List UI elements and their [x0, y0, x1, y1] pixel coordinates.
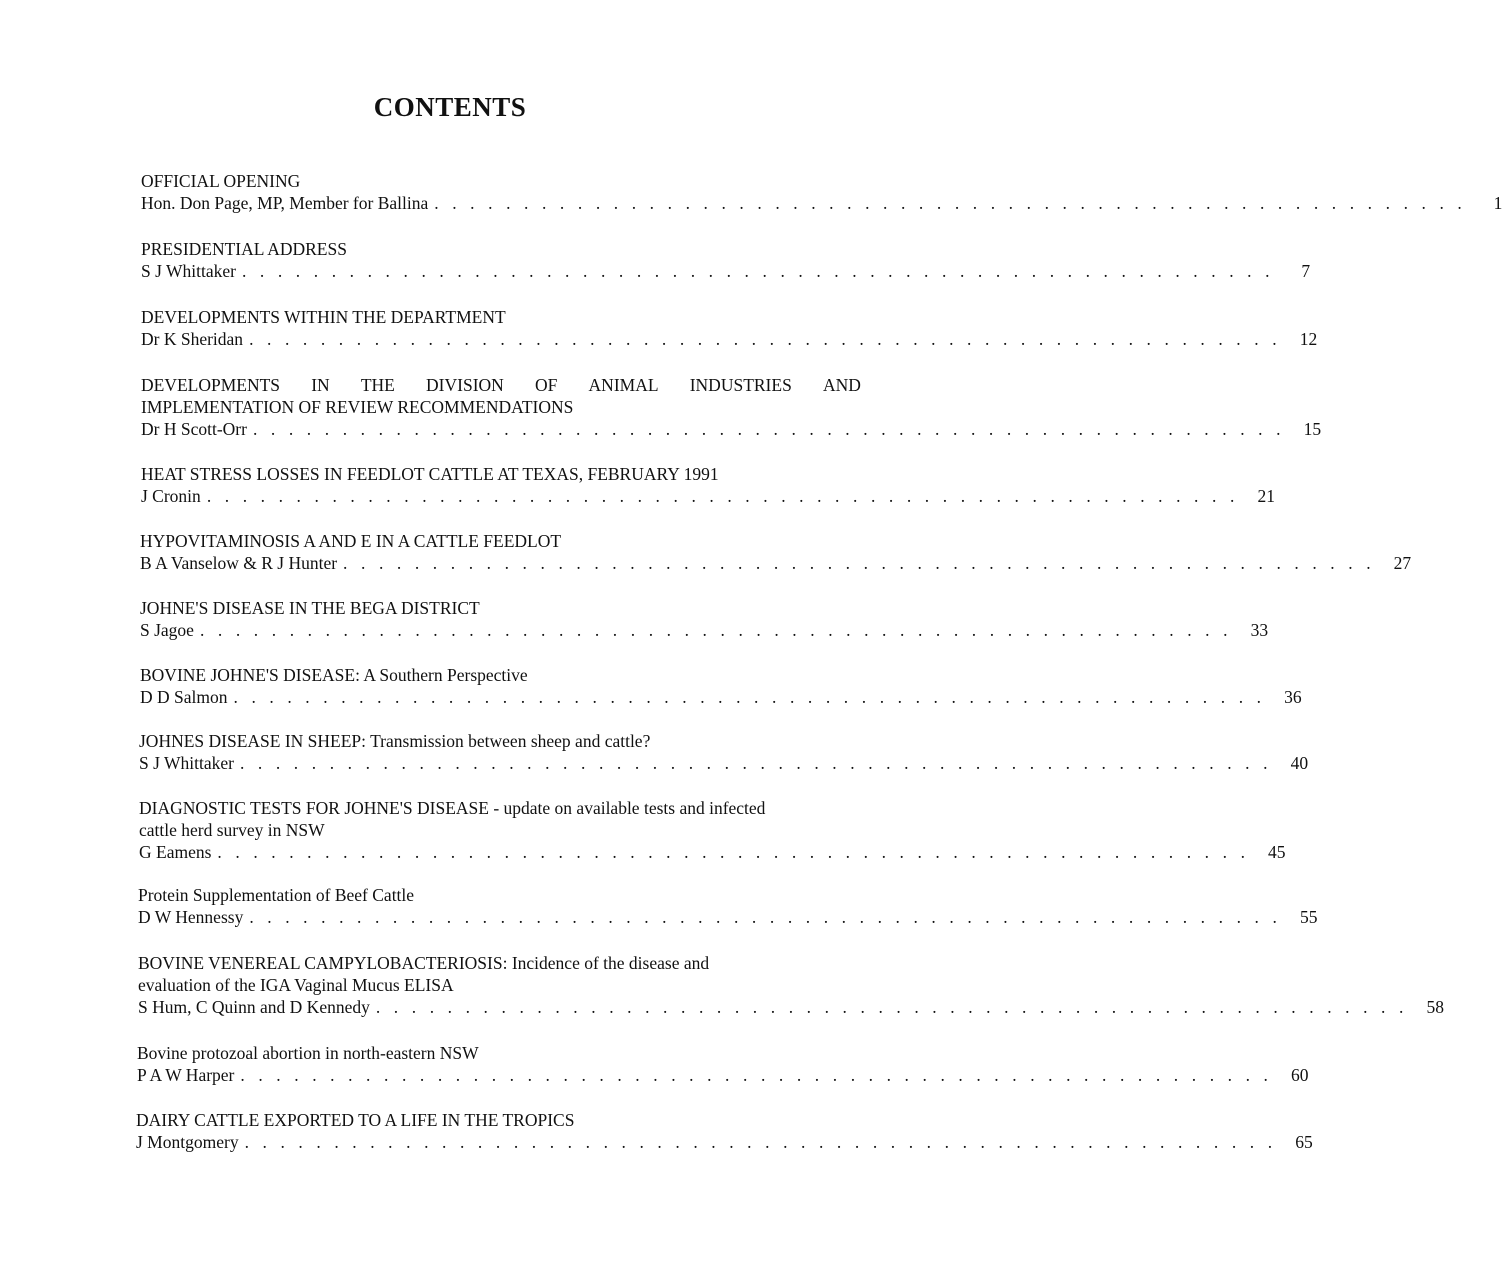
entry-author-line [139, 752, 1309, 774]
toc-entry [136, 1109, 1313, 1153]
leader-dots: . . . . . . . . . . . . . . . . . . . . . . . . . . . . . . . . . . . . . . . . . . . . . . . . . . . . . . . . . . [252, 419, 1286, 439]
entry-author: S Hum, C Quinn and D Kennedy [138, 997, 370, 1017]
entry-title-word: THE [360, 375, 395, 395]
entry-author-line [138, 906, 1318, 928]
entry-author-line [141, 418, 1322, 440]
entry-page-number: 33 [1250, 620, 1269, 640]
leader-dots: . . . . . . . . . . . . . . . . . . . . . . . . . . . . . . . . . . . . . . . . . . . . . . . . . . . . . . . . . . [241, 261, 1275, 281]
leader-dots: . . . . . . . . . . . . . . . . . . . . . . . . . . . . . . . . . . . . . . . . . . . . . . . . . . . . . . . . . . [239, 753, 1273, 773]
entry-author-line [140, 686, 1302, 708]
entry-page-number: 36 [1284, 687, 1302, 707]
leader-dots: . . . . . . . . . . . . . . . . . . . . . . . . . . . . . . . . . . . . . . . . . . . . . . . . . . . . . . . . . . [233, 687, 1266, 707]
toc-entry [140, 530, 1412, 574]
toc-entry [141, 238, 1311, 282]
entry-title: JOHNE'S DISEASE IN THE BEGA DISTRICT [140, 598, 480, 618]
entry-page-number: 45 [1268, 842, 1286, 862]
toc-entry [138, 884, 1318, 928]
entry-title: Bovine protozoal abortion in north-eastern NSW [137, 1043, 479, 1063]
toc-entry [140, 664, 1302, 708]
entry-author: D W Hennessy [138, 907, 244, 927]
entry-author-line [141, 485, 1275, 507]
entry-author: P A W Harper [137, 1065, 235, 1085]
entry-title-word: ANIMAL [588, 375, 659, 395]
leader-dots: . . . . . . . . . . . . . . . . . . . . . . . . . . . . . . . . . . . . . . . . . . . . . . . . . . . . . . . . . . [343, 553, 1376, 573]
entry-author: J Montgomery [136, 1132, 239, 1152]
entry-author-line [141, 260, 1311, 282]
entry-title-word: DIVISION [426, 375, 504, 395]
entry-title: HYPOVITAMINOSIS A AND E IN A CATTLE FEEDLOT [140, 531, 562, 551]
toc-entry [141, 306, 1318, 350]
entry-page-number: 65 [1295, 1132, 1313, 1152]
entry-author: B A Vanselow & R J Hunter [140, 553, 338, 573]
entry-author: S J Whittaker [139, 753, 234, 773]
entry-author: G Eamens [139, 842, 212, 862]
entry-title-word: OF [535, 375, 558, 395]
entry-author-line [138, 996, 1444, 1018]
entry-author: J Cronin [141, 486, 201, 506]
entry-title [141, 374, 861, 396]
entry-title-word: IN [311, 375, 330, 395]
entry-page-number: 21 [1257, 486, 1275, 506]
entry-page-number: 40 [1290, 753, 1309, 773]
entry-title-word: AND [822, 375, 861, 395]
entry-title: DIAGNOSTIC TESTS FOR JOHNE'S DISEASE - update on available tests and infected [139, 798, 766, 818]
entry-author-line [140, 619, 1269, 641]
entry-author: D D Salmon [140, 687, 228, 707]
entry-page-number: 1 [1493, 193, 1502, 213]
entry-page-number: 58 [1426, 997, 1444, 1017]
entry-title: OFFICIAL OPENING [141, 171, 301, 191]
entry-page-number: 55 [1299, 907, 1318, 927]
entry-title: HEAT STRESS LOSSES IN FEEDLOT CATTLE AT TEXAS, FEBRUARY 1991 [141, 464, 719, 484]
entry-title-word: INDUSTRIES [689, 375, 792, 395]
entry-page-number: 15 [1303, 419, 1322, 439]
entry-author: S J Whittaker [141, 261, 236, 281]
entry-author: Dr H Scott-Orr [141, 419, 247, 439]
entry-page-number: 7 [1301, 261, 1311, 281]
entry-title: PRESIDENTIAL ADDRESS [141, 239, 347, 259]
leader-dots: . . . . . . . . . . . . . . . . . . . . . . . . . . . . . . . . . . . . . . . . . . . . . . . . . . . . . . . . . . [434, 193, 1467, 213]
toc-entry [138, 952, 1444, 1018]
toc-entry [139, 797, 1286, 863]
leader-dots: . . . . . . . . . . . . . . . . . . . . . . . . . . . . . . . . . . . . . . . . . . . . . . . . . . . . . . . . . . [244, 1132, 1277, 1152]
toc-entry [139, 730, 1309, 774]
toc-entry [141, 170, 1502, 214]
entry-title: DEVELOPMENTS WITHIN THE DEPARTMENT [141, 307, 506, 327]
leader-dots: . . . . . . . . . . . . . . . . . . . . . . . . . . . . . . . . . . . . . . . . . . . . . . . . . . . . . . . . . . [217, 842, 1250, 862]
entry-author-line [137, 1064, 1309, 1086]
entry-page-number: 60 [1291, 1065, 1309, 1085]
entry-title-word: DEVELOPMENTS [141, 375, 281, 395]
toc-entry [141, 463, 1275, 507]
toc-entry [140, 597, 1269, 641]
entry-title-continued: cattle herd survey in NSW [139, 820, 325, 840]
entry-author-line [140, 552, 1412, 574]
toc-entry [141, 374, 1322, 440]
entry-page-number: 27 [1393, 553, 1412, 573]
leader-dots: . . . . . . . . . . . . . . . . . . . . . . . . . . . . . . . . . . . . . . . . . . . . . . . . . . . . . . . . . . [249, 907, 1282, 927]
entry-author: Dr K Sheridan [141, 329, 244, 349]
leader-dots: . . . . . . . . . . . . . . . . . . . . . . . . . . . . . . . . . . . . . . . . . . . . . . . . . . . . . . . . . . [199, 620, 1233, 640]
entry-author-line [141, 192, 1502, 214]
entry-author-line [136, 1131, 1313, 1153]
entry-author-line [141, 328, 1318, 350]
leader-dots: . . . . . . . . . . . . . . . . . . . . . . . . . . . . . . . . . . . . . . . . . . . . . . . . . . . . . . . . . . [249, 329, 1282, 349]
page-title: CONTENTS [373, 92, 527, 122]
leader-dots: . . . . . . . . . . . . . . . . . . . . . . . . . . . . . . . . . . . . . . . . . . . . . . . . . . . . . . . . . . [206, 486, 1239, 506]
entry-title: BOVINE JOHNE'S DISEASE: A Southern Perspective [140, 665, 528, 685]
leader-dots: . . . . . . . . . . . . . . . . . . . . . . . . . . . . . . . . . . . . . . . . . . . . . . . . . . . . . . . . . . [240, 1065, 1273, 1085]
entry-title: DAIRY CATTLE EXPORTED TO A LIFE IN THE TROPICS [136, 1110, 575, 1130]
entry-page-number: 12 [1299, 329, 1318, 349]
leader-dots: . . . . . . . . . . . . . . . . . . . . . . . . . . . . . . . . . . . . . . . . . . . . . . . . . . . . . . . . . . [375, 997, 1408, 1017]
entry-title-continued: evaluation of the IGA Vaginal Mucus ELISA [138, 975, 454, 995]
entry-author-line [139, 841, 1286, 863]
entry-title: BOVINE VENEREAL CAMPYLOBACTERIOSIS: Incidence of the disease and [138, 953, 710, 973]
entry-author: S Jagoe [140, 620, 194, 640]
entry-title: Protein Supplementation of Beef Cattle [138, 885, 415, 905]
entry-title-continued: IMPLEMENTATION OF REVIEW RECOMMENDATIONS [141, 397, 574, 417]
entry-author: Hon. Don Page, MP, Member for Ballina [141, 193, 429, 213]
entry-title: JOHNES DISEASE IN SHEEP: Transmission between sheep and cattle? [139, 731, 651, 751]
toc-entry [137, 1042, 1309, 1086]
